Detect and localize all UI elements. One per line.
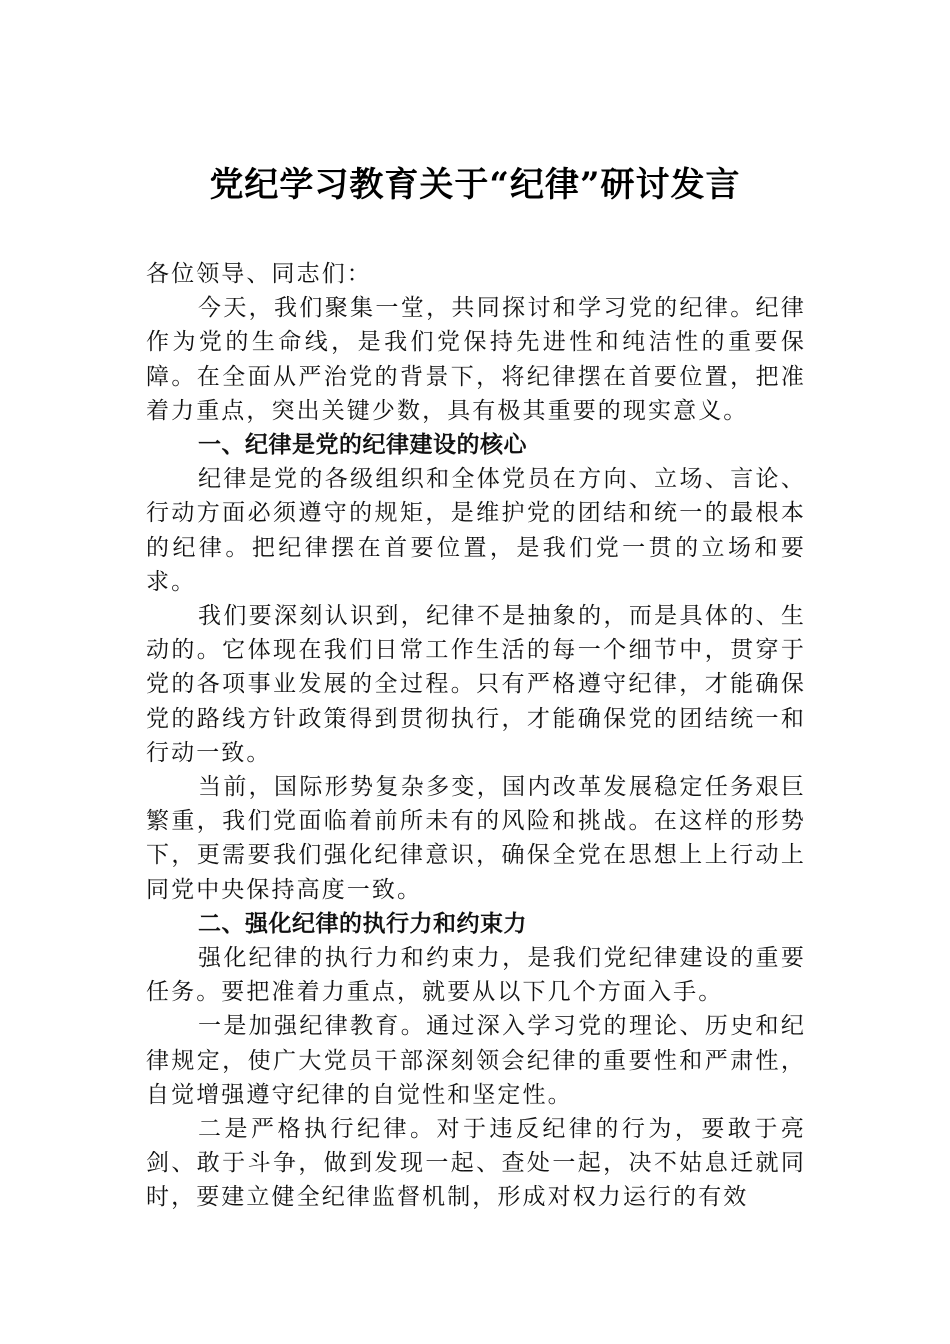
paragraph: 纪律是党的各级组织和全体党员在方向、立场、言论、行动方面必须遵守的规矩，是维护党的团结和统一的最根本的纪律。把纪律摆在首要位置，是我们党一贯的立场和要求。 (146, 466, 806, 595)
salutation: 各位领导、同志们： (146, 261, 372, 287)
paragraph: 一是加强纪律教育。通过深入学习党的理论、历史和纪律规定，使广大党员干部深刻领会纪律的重要性和严肃性，自觉增强遵守纪律的自觉性和坚定性。 (146, 1013, 806, 1108)
paragraph-intro: 今天，我们聚集一堂，共同探讨和学习党的纪律。纪律作为党的生命线，是我们党保持先进性和纯洁性的重要保障。在全面从严治党的背景下，将纪律摆在首要位置，把准着力重点，突出关键少数，具有极其重要的现实意义。 (146, 295, 806, 424)
paragraph: 二是严格执行纪律。对于违反纪律的行为，要敢于亮剑、敢于斗争，做到发现一起、查处一起，决不姑息迁就同时，要建立健全纪律监督机制，形成对权力运行的有效 (146, 1116, 806, 1211)
paragraph: 强化纪律的执行力和约束力，是我们党纪律建设的重要任务。要把准着力重点，就要从以下几个方面入手。 (146, 945, 806, 1006)
paragraph: 我们要深刻认识到，纪律不是抽象的，而是具体的、生动的。它体现在我们日常工作生活的每一个细节中，贯穿于党的各项事业发展的全过程。只有严格遵守纪律，才能确保党的路线方针政策得到贯彻执行，才能确保党的团结统一和行动一致。 (146, 603, 806, 766)
document-body (146, 257, 806, 1215)
paragraph: 当前，国际形势复杂多变，国内改革发展稳定任务艰巨繁重，我们党面临着前所未有的风险和挑战。在这样的形势下，更需要我们强化纪律意识，确保全党在思想上上行动上同党中央保持高度一致。 (146, 774, 806, 903)
document-title: 党纪学习教育关于“纪律”研讨发言 (209, 165, 741, 205)
section-heading-2: 二、强化纪律的执行力和约束力 (198, 910, 527, 937)
section-heading-1: 一、纪律是党的纪律建设的核心 (198, 432, 527, 459)
